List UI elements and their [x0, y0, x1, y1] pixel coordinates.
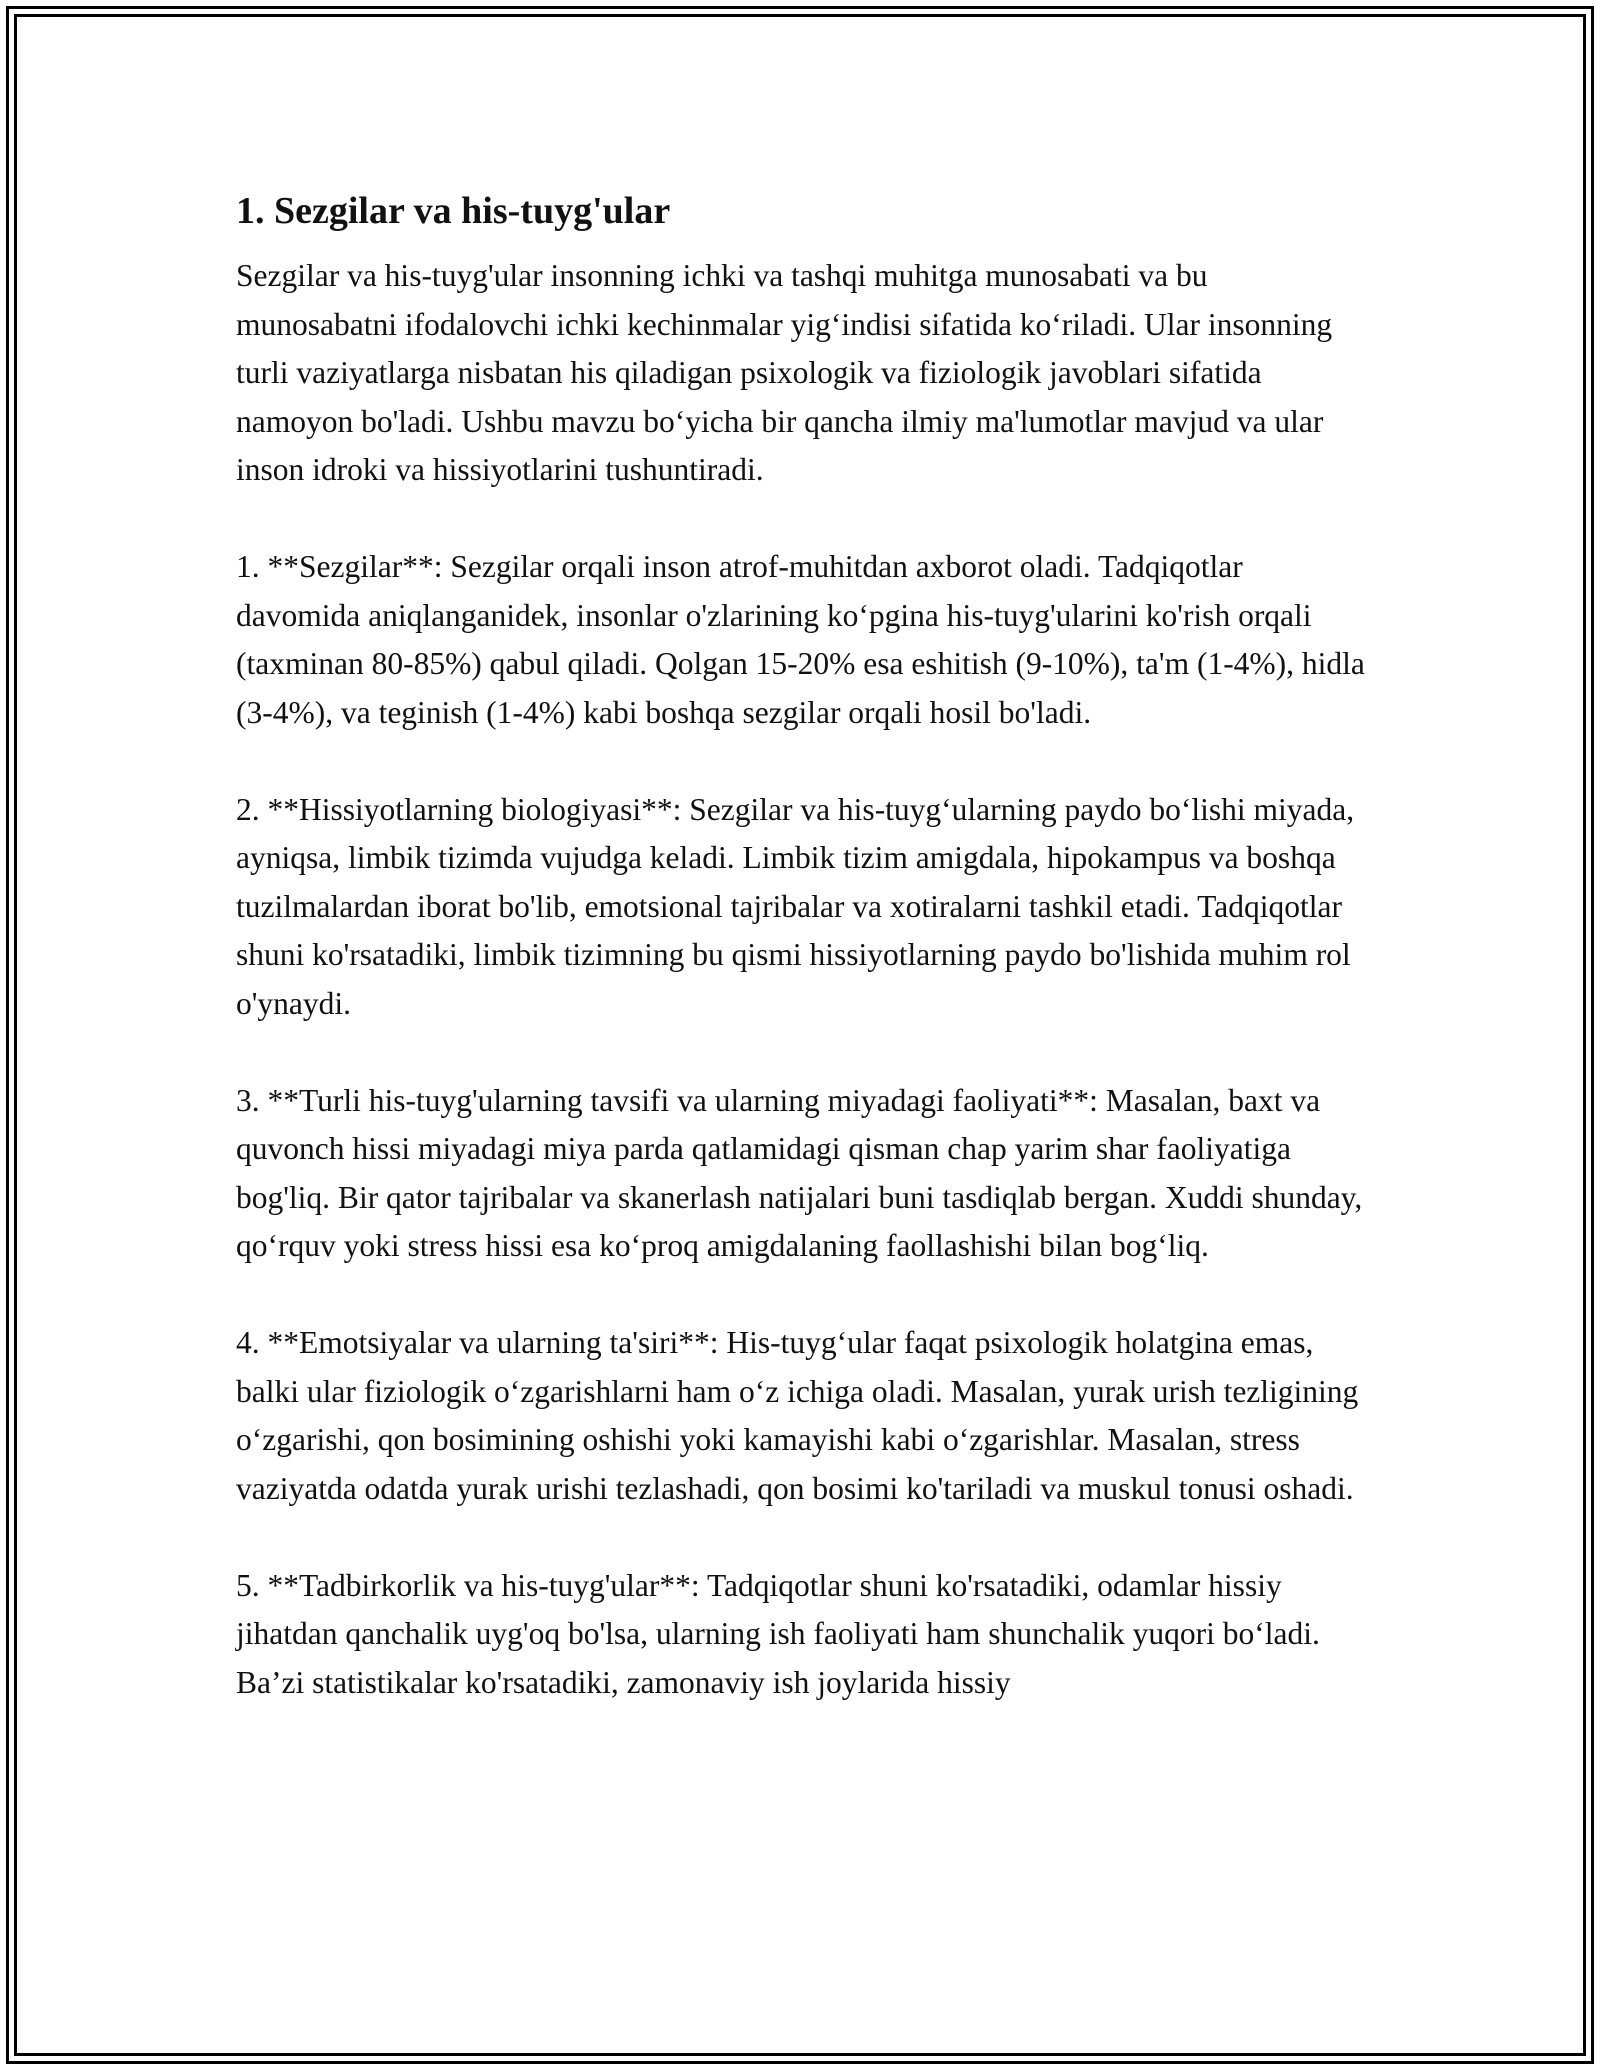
- paragraph-emotions-effects: 4. **Emotsiyalar va ularning ta'siri**: His-tuyg‘ular faqat psixologik holatgina emas, balki ular fiziologik o‘zgarishlarni ham o‘z ichiga oladi. Masalan, yurak urish tezligining o‘zgarishi, qon bosimining oshishi yoki kamayishi kabi o‘zgarishlar. Masalan, stress vaziyatda odatda yurak urishi tezlashadi, qon bosimi ko'tariladi va muskul tonusi oshadi.: [236, 1325, 1359, 1506]
- paragraph-entrepreneurship: 5. **Tadbirkorlik va his-tuyg'ular**: Tadqiqotlar shuni ko'rsatadiki, odamlar hissiy jihatdan qanchalik uyg'oq bo'lsa, ularning ish faoliyati ham shunchalik yuqori bo‘ladi. Ba’zi statistikalar ko'rsatadiki, zamonaviy ish joylarida hissiy: [236, 1567, 1320, 1700]
- paragraph-brain-activity: 3. **Turli his-tuyg'ularning tavsifi va ularning miyadagi faoliyati**: Masalan, baxt va quvonch hissi miyadagi miya parda qatlamidagi qisman chap yarim shar faoliyatiga bog'liq. Bir qator tajribalar va skanerlash natijalari buni tasdiqlab bergan. Xuddi shunday, qo‘rquv yoki stress hissi esa ko‘proq amigdalaning faollashishi bilan bog‘liq.: [236, 1082, 1363, 1263]
- section-title: 1. Sezgilar va his-tuyg'ular: [236, 190, 671, 232]
- paragraph-sensations: 1. **Sezgilar**: Sezgilar orqali inson atrof-muhitdan axborot oladi. Tadqiqotlar davomida aniqlanganidek, insonlar o'zlarining ko‘pgina his-tuyg'ularini ko'rish orqali (taxminan 80-85%) qabul qiladi. Qolgan 15-20% esa eshitish (9-10%), ta'm (1-4%), hidla (3-4%), va teginish (1-4%) kabi boshqa sezgilar orqali hosil bo'ladi.: [236, 549, 1365, 730]
- paragraph-biology: 2. **Hissiyotlarning biologiyasi**: Sezgilar va his-tuyg‘ularning paydo bo‘lishi miyada, ayniqsa, limbik tizimda vujudga keladi. Limbik tizim amigdala, hipokampus va boshqa tuzilmalardan iborat bo'lib, emotsional tajribalar va xotiralarni tashkil etadi. Tadqiqotlar shuni ko'rsatadiki, limbik tizimning bu qismi hissiyotlarning paydo bo'lishida muhim rol o'ynaydi.: [236, 791, 1355, 1021]
- document-body: [236, 186, 1370, 1707]
- intro-paragraph: Sezgilar va his-tuyg'ular insonning ichki va tashqi muhitga munosabati va bu munosabatni ifodalovchi ichki kechinmalar yig‘indisi sifatida ko‘riladi. Ular insonning turli vaziyatlarga nisbatan his qiladigan psixologik va fiziologik javoblari sifatida namoyon bo'ladi. Ushbu mavzu bo‘yicha bir qancha ilmiy ma'lumotlar mavjud va ular inson idroki va hissiyotlarini tushuntiradi.: [236, 258, 1333, 487]
